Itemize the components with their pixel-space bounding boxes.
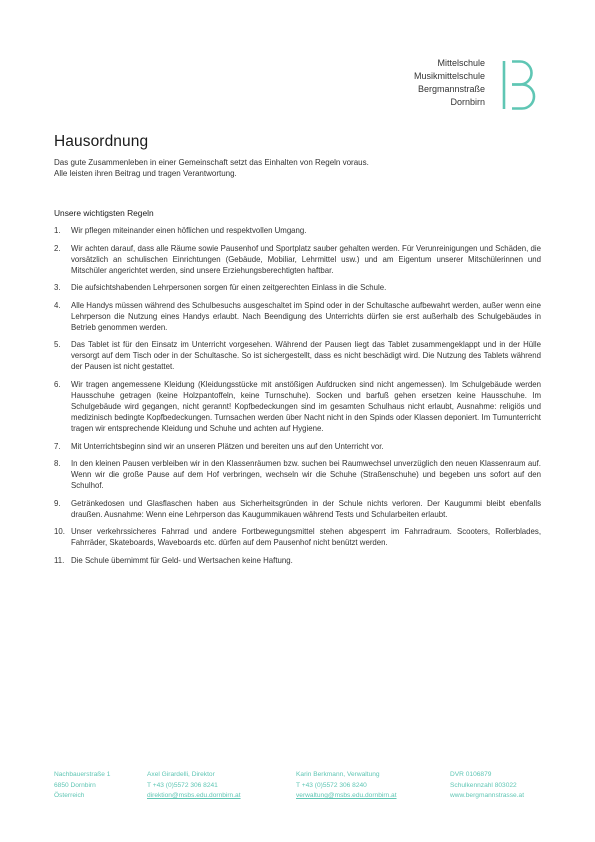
rule-text: In den kleinen Pausen verbleiben wir in den Klassenräumen bzw. suchen bei Raumwechsel unverzüglich den neuen Klassenraum auf. Wenn wir die große Pause auf dem Hof verbringen, wechseln wir die Schuhe (Straßenschuhe) und begeben uns sofort auf den Schulhof. [71,459,541,491]
director-name: Axel Girardelli, Direktor [147,771,215,778]
rule-number: 6. [54,379,61,389]
rule-number: 7. [54,441,61,451]
footer-ids [450,770,524,802]
rule-text: Unser verkehrssicheres Fahrrad und andere Fortbewegungsmittel stehen abgesperrt im Fahrradraum. Scooters, Rollerblades, Fahrräder, Skateboards, Waveboards etc. dürfen auf dem Pausenhof nicht benützt werden. [71,527,541,548]
rule-number: 10. [54,527,65,537]
footer-address-line: 6850 Dornbirn [54,781,96,789]
rule-text: Die aufsichtshabenden Lehrpersonen sorgen für einen zeitgerechten Einlass in die Schule. [71,283,387,293]
rule-item [54,339,541,372]
admin-name: Karin Berkmann, Verwaltung [296,771,380,778]
rule-item [54,498,541,520]
intro-line: Das gute Zusammenleben in einer Gemeinschaft setzt das Einhalten von Regeln voraus. [54,158,369,167]
page-title: Hausordnung [54,133,149,150]
rules-list [54,225,541,573]
footer-admin [296,770,397,802]
footer [54,770,554,810]
rule-item [54,282,541,293]
rule-number: 3. [54,283,61,293]
rule-item [54,243,541,276]
rule-text: Wir achten darauf, dass alle Räume sowie Pausenhof und Sportplatz sauber gehalten werden. Für Verunreinigungen und Schäden, die vorsätzlich an schulischen Einrichtungen (Gebäude, Mobiliar, Lehrmittel usw.) und am Eigentum unserer Mitschülerinnen und Mitschüler angerichtet werden, sind unsere Erziehungsberechtigten haftbar. [71,243,541,275]
school-line: Dornbirn [450,97,485,107]
rule-number: 2. [54,243,61,253]
rules-heading: Unsere wichtigsten Regeln [54,208,154,218]
director-phone: T +43 (0)5572 306 8241 [147,781,218,789]
rule-item [54,300,541,333]
rule-text: Das Tablet ist für den Einsatz im Unterricht vorgesehen. Während der Pausen liegt das Tablet zusammengeklappt und in der Hülle versorgt auf dem Tisch oder in der Schultasche. So ist sichergestellt, dass es nicht beschädigt wird. Die Nutzung des Tablets während der Pausen ist nicht gestattet. [71,340,541,372]
school-line: Musikmittelschule [413,71,485,81]
rule-text: Wir pflegen miteinander einen höflichen und respektvollen Umgang. [71,226,307,235]
rule-item [54,441,541,452]
intro-text [54,157,544,179]
rule-item [54,555,541,566]
rule-number: 9. [54,498,61,508]
school-name-block [414,57,485,109]
rule-item [54,458,541,491]
rule-number: 1. [54,226,61,235]
admin-phone: T +43 (0)5572 306 8240 [296,781,367,789]
website-link[interactable]: www.bergmannstrasse.at [450,792,525,800]
rule-number: 8. [54,459,61,469]
rule-text: Getränkedosen und Glasflaschen haben aus Sicherheitsgründen in der Schule nichts verloren. Der Kaugummi bleibt ebenfalls draußen. Ausnahme: Wenn eine Lehrperson das Kaugummikauen während Tests und Schularbeiten erlaubt. [71,498,541,519]
rule-number: 11. [54,555,65,565]
rule-item [54,526,541,548]
school-line: Bergmannstraße [417,84,485,94]
rule-text: Die Schule übernimmt für Geld- und Wertsachen keine Haftung. [71,555,293,565]
rule-text: Alle Handys müssen während des Schulbesuchs ausgeschaltet im Spind oder in der Schultasche aufbewahrt werden, außer wenn eine Lehrperson die Nutzung eines Handys erlaubt. Nach Beendigung des Unterrichts dürfen sie erst außerhalb des Schulgebäudes in Betrieb genommen werden. [71,300,541,332]
school-code: Schulkennzahl 803022 [450,781,517,789]
footer-address-line: Nachbauerstraße 1 [54,771,111,778]
footer-address-line: Österreich [54,792,85,800]
dvr-number: DVR 0106879 [450,771,492,778]
rule-item [54,379,541,434]
intro-line: Alle leisten ihren Beitrag und tragen Verantwortung. [54,169,237,178]
school-line: Mittelschule [437,58,485,68]
footer-address [54,770,110,802]
rule-text: Wir tragen angemessene Kleidung (Kleidungsstücke mit anstößigen Aufdrucken sind nicht angemessen). Im Schulgebäude werden Hausschuhe getragen (keine Holzpantoffeln, keine Turnschuhe). Socken und barfuß gehen ersetzen keine Hausschuhe. Im Schulgebäude wird gegangen, nicht gerannt! Kopfbedeckungen sind im gesamten Schulhaus nicht erlaubt, Ausnahme: religiös und medizinisch bedingte Kopfbedeckungen. Turnsachen werden über Nacht nicht in den Spinds oder Klassen deponiert. Im Turnunterricht tragen wir entsprechende Kleidung und Schuhe und achten auf Hygiene. [71,379,541,433]
school-b-logo-icon [502,60,542,110]
rule-number: 4. [54,300,61,310]
rule-number: 5. [54,340,61,350]
rule-item [54,225,541,236]
footer-director [147,770,241,802]
rule-text: Mit Unterrichtsbeginn sind wir an unseren Plätzen und bereiten uns auf den Unterricht vor. [71,441,384,451]
director-email-link[interactable]: direktion@msbs.edu.dornbirn.at [147,792,241,800]
admin-email-link[interactable]: verwaltung@msbs.edu.dornbirn.at [296,792,397,800]
